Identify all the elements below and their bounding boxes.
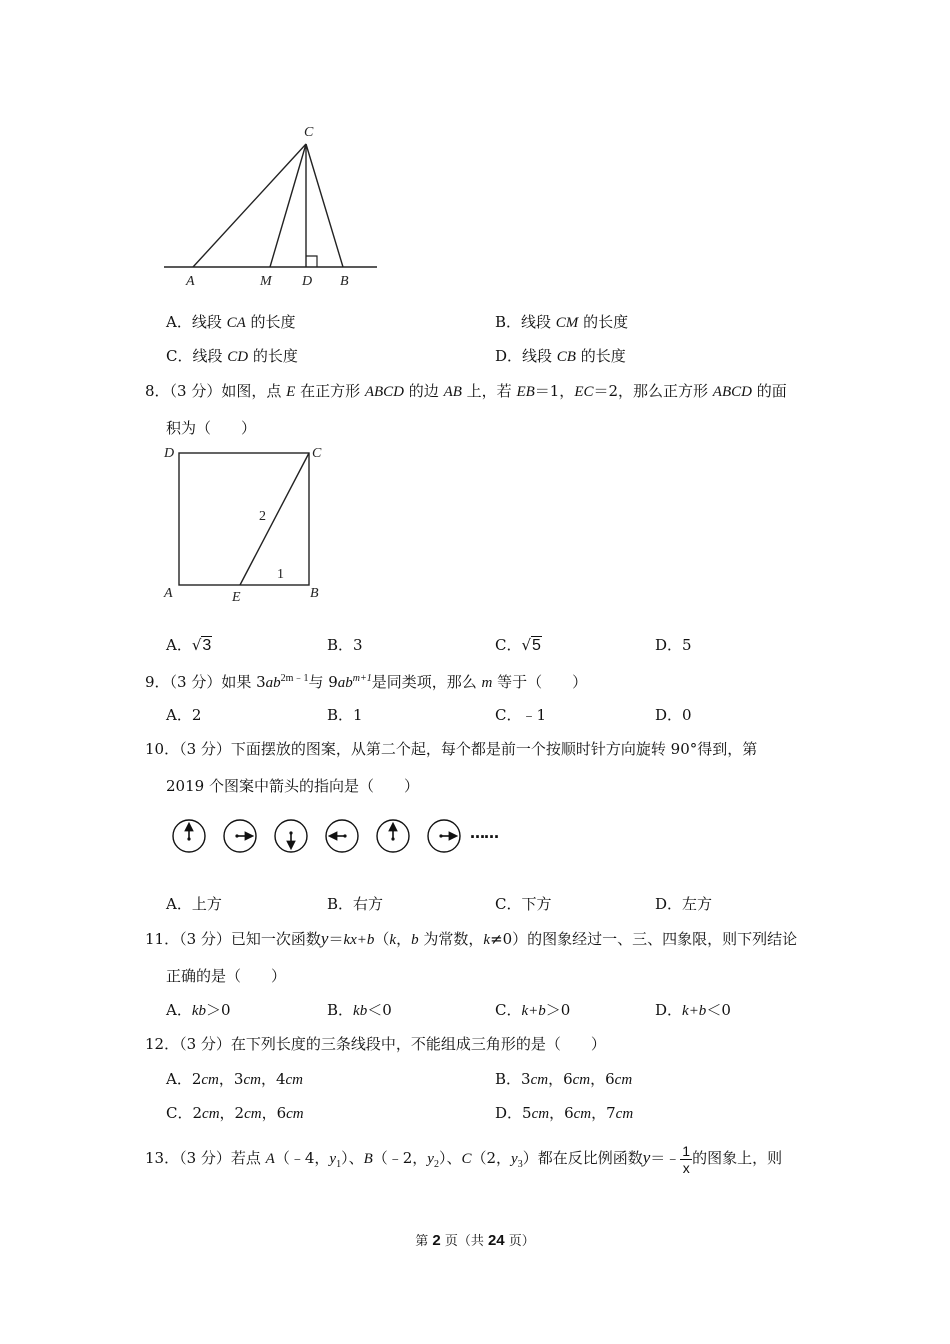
- fraction-1-over-x: $\frac{1}{x}$: [682, 1142, 691, 1176]
- q11-option-b[interactable]: B．kb＜0: [327, 1001, 392, 1019]
- q7-option-d[interactable]: D．线段 CB 的长度: [495, 347, 626, 365]
- q13-stem: 13．（3 分）若点 A（﹣4，$y_1$）、B（﹣2，$y_2$）、C（2，$y_3$）都在反比例函数y＝﹣ $\frac{1}{x}$ 的图象上，则: [145, 1142, 783, 1176]
- arrow-pivot-dot: [343, 834, 346, 837]
- q11-stem-line2: 正确的是（ ）: [166, 967, 287, 985]
- label-a: A: [164, 586, 173, 601]
- q11-option-d[interactable]: D．k+b＜0: [655, 1001, 731, 1019]
- q11-option-c[interactable]: C．k+b＞0: [495, 1001, 571, 1019]
- label-b: B: [310, 586, 319, 601]
- figure-q7-triangle: [160, 118, 385, 293]
- q7-option-b[interactable]: B．线段 CM 的长度: [495, 313, 629, 331]
- q12-stem: 12．（3 分）在下列长度的三条线段中，不能组成三角形的是（ ）: [145, 1035, 606, 1053]
- q12-option-d[interactable]: D．5cm，6cm，7cm: [495, 1104, 634, 1122]
- label-e: E: [232, 590, 241, 605]
- label-eb-length: 1: [277, 567, 284, 582]
- q8-option-b[interactable]: B．3: [327, 636, 363, 654]
- q9-option-b[interactable]: B．1: [327, 706, 363, 724]
- arrow-pivot-dot: [187, 837, 190, 840]
- q10-option-a[interactable]: A．上方: [166, 895, 222, 913]
- q10-option-d[interactable]: D．左方: [655, 895, 713, 913]
- q9-option-d[interactable]: D．0: [655, 706, 692, 724]
- page-footer: 第 2 页（共 24 页）: [415, 1232, 535, 1249]
- q10-ellipsis: ……: [470, 824, 498, 842]
- q10-stem-line1: 10．（3 分）下面摆放的图案，从第二个起，每个都是前一个按顺时针方向旋转 90°得到，第: [145, 740, 758, 758]
- arrow-pivot-dot: [391, 837, 394, 840]
- q9-option-c[interactable]: C．﹣1: [495, 706, 547, 724]
- arrow-pivot-dot: [439, 834, 442, 837]
- label-c: C: [312, 446, 322, 461]
- arrow-pivot-dot: [289, 831, 292, 834]
- label-c: C: [304, 125, 314, 140]
- label-b: B: [340, 274, 349, 289]
- label-a: A: [186, 274, 195, 289]
- sqrt-symbol: √: [521, 636, 532, 654]
- label-d: D: [164, 446, 175, 461]
- figure-q8-square: [160, 440, 335, 610]
- q10-option-b[interactable]: B．右方: [327, 895, 384, 913]
- q11-stem-line1: 11．（3 分）已知一次函数y＝kx+b（k，b 为常数，k≠0）的图象经过一、三、四象限，则下列结论: [145, 929, 798, 948]
- label-ec-length: 2: [259, 509, 266, 524]
- q7-option-c[interactable]: C．线段 CD 的长度: [166, 347, 298, 365]
- q7-option-a[interactable]: A．线段 CA 的长度: [166, 313, 296, 331]
- sqrt-symbol: √: [191, 636, 202, 654]
- q8-option-d[interactable]: D．5: [655, 636, 692, 654]
- q12-option-b[interactable]: B．3cm，6cm，6cm: [495, 1070, 633, 1088]
- q12-option-c[interactable]: C．2cm，2cm，6cm: [166, 1104, 304, 1122]
- total-page-count: 24: [487, 1232, 505, 1249]
- current-page-number: 2: [432, 1232, 441, 1249]
- q9-option-a[interactable]: A．2: [166, 706, 202, 724]
- arrow-pivot-dot: [235, 834, 238, 837]
- q10-option-c[interactable]: C．下方: [495, 895, 552, 913]
- q11-option-a[interactable]: A．kb＞0: [166, 1001, 231, 1019]
- label-m: M: [260, 274, 272, 289]
- q9-stem: 9．（3 分）如果 $3ab^{2m﹣1}$与 $9ab^{m+1}$是同类项，那么 m 等于（ ）: [145, 673, 588, 691]
- label-d: D: [302, 274, 313, 289]
- q8-option-c[interactable]: C．√5: [495, 636, 541, 654]
- q12-option-a[interactable]: A．2cm，3cm，4cm: [166, 1070, 303, 1088]
- q10-stem-line2: 2019 个图案中箭头的指向是（ ）: [166, 777, 419, 795]
- q8-stem-line2: 积为（ ）: [166, 419, 257, 437]
- q8-stem-line1: 8．（3 分）如图，点 E 在正方形 ABCD 的边 AB 上，若 EB＝1，EC＝2，那么正方形 ABCD 的面: [145, 382, 787, 400]
- q8-option-a[interactable]: A．√3: [166, 636, 212, 654]
